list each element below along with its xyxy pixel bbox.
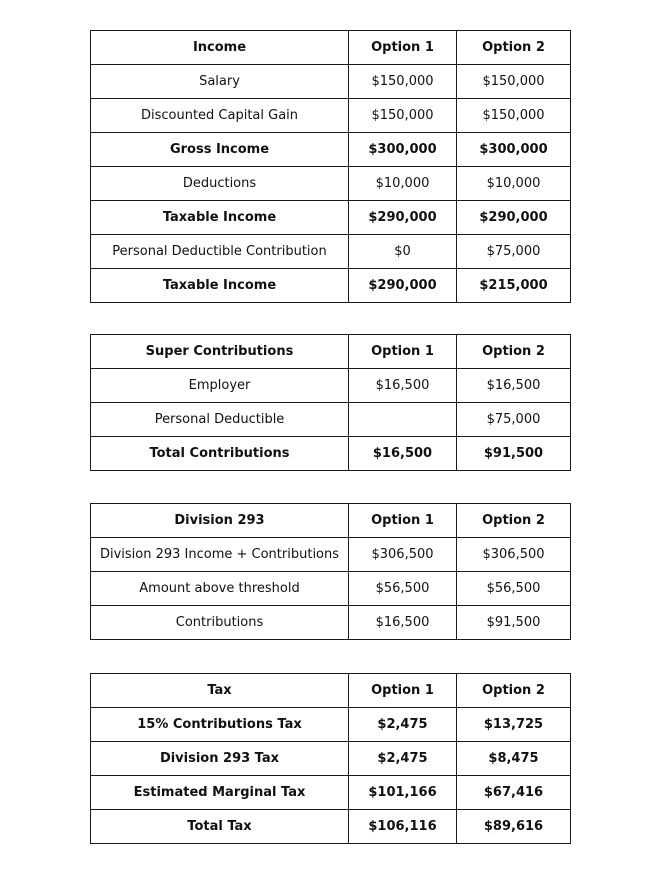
super-contributions-table: [90, 334, 571, 471]
row-label: Employer: [91, 369, 349, 403]
option-1-value: $10,000: [349, 167, 457, 201]
option-2-value: $10,000: [457, 167, 571, 201]
row-label: Contributions: [91, 606, 349, 640]
tax-table: [90, 673, 571, 844]
option-2-value: $91,500: [457, 606, 571, 640]
row-label: Gross Income: [91, 133, 349, 167]
option-1-value: $56,500: [349, 572, 457, 606]
column-header-option-1: Option 1: [349, 504, 457, 538]
option-2-value: $75,000: [457, 403, 571, 437]
row-label: Division 293 Tax: [91, 742, 349, 776]
row-label: Division 293 Income + Contributions: [91, 538, 349, 572]
row-label: Discounted Capital Gain: [91, 99, 349, 133]
column-header-label: Tax: [91, 674, 349, 708]
table-header-row: [91, 674, 571, 708]
option-1-value: $290,000: [349, 269, 457, 303]
option-2-value: $67,416: [457, 776, 571, 810]
column-header-option-2: Option 2: [457, 674, 571, 708]
division-293-table: [90, 503, 571, 640]
option-1-value: $2,475: [349, 742, 457, 776]
row-label: Amount above threshold: [91, 572, 349, 606]
column-header-option-1: Option 1: [349, 335, 457, 369]
option-1-value: $306,500: [349, 538, 457, 572]
table-row: [91, 269, 571, 303]
row-label: Personal Deductible Contribution: [91, 235, 349, 269]
column-header-option-1: Option 1: [349, 31, 457, 65]
row-label: Salary: [91, 65, 349, 99]
table-row: [91, 99, 571, 133]
table-row: [91, 235, 571, 269]
table-row: [91, 403, 571, 437]
table-row: [91, 538, 571, 572]
option-2-value: $91,500: [457, 437, 571, 471]
option-2-value: $150,000: [457, 65, 571, 99]
column-header-label: Division 293: [91, 504, 349, 538]
option-2-value: $8,475: [457, 742, 571, 776]
option-1-value: $150,000: [349, 65, 457, 99]
option-2-value: $75,000: [457, 235, 571, 269]
option-1-value: $300,000: [349, 133, 457, 167]
option-1-value: $150,000: [349, 99, 457, 133]
table-header-row: [91, 31, 571, 65]
option-1-value: $16,500: [349, 369, 457, 403]
option-1-value: $2,475: [349, 708, 457, 742]
table-row: [91, 167, 571, 201]
row-label: Total Tax: [91, 810, 349, 844]
table-row: [91, 133, 571, 167]
row-label: Total Contributions: [91, 437, 349, 471]
option-2-value: $13,725: [457, 708, 571, 742]
column-header-label: Income: [91, 31, 349, 65]
row-label: Estimated Marginal Tax: [91, 776, 349, 810]
row-label: Deductions: [91, 167, 349, 201]
table-row: [91, 810, 571, 844]
table-header-row: [91, 335, 571, 369]
option-1-value: $16,500: [349, 437, 457, 471]
option-1-value: $101,166: [349, 776, 457, 810]
option-1-value: [349, 403, 457, 437]
column-header-label: Super Contributions: [91, 335, 349, 369]
table-row: [91, 776, 571, 810]
option-2-value: $16,500: [457, 369, 571, 403]
income-table: [90, 30, 571, 303]
table-header-row: [91, 504, 571, 538]
option-2-value: $290,000: [457, 201, 571, 235]
table-row: [91, 369, 571, 403]
row-label: Taxable Income: [91, 269, 349, 303]
row-label: Personal Deductible: [91, 403, 349, 437]
table-row: [91, 437, 571, 471]
column-header-option-1: Option 1: [349, 674, 457, 708]
option-2-value: $56,500: [457, 572, 571, 606]
option-2-value: $306,500: [457, 538, 571, 572]
column-header-option-2: Option 2: [457, 335, 571, 369]
option-2-value: $215,000: [457, 269, 571, 303]
table-row: [91, 572, 571, 606]
option-1-value: $16,500: [349, 606, 457, 640]
table-row: [91, 65, 571, 99]
column-header-option-2: Option 2: [457, 504, 571, 538]
row-label: Taxable Income: [91, 201, 349, 235]
option-1-value: $290,000: [349, 201, 457, 235]
column-header-option-2: Option 2: [457, 31, 571, 65]
option-2-value: $300,000: [457, 133, 571, 167]
table-row: [91, 201, 571, 235]
option-1-value: $0: [349, 235, 457, 269]
table-row: [91, 742, 571, 776]
row-label: 15% Contributions Tax: [91, 708, 349, 742]
table-row: [91, 708, 571, 742]
option-1-value: $106,116: [349, 810, 457, 844]
option-2-value: $150,000: [457, 99, 571, 133]
table-row: [91, 606, 571, 640]
option-2-value: $89,616: [457, 810, 571, 844]
